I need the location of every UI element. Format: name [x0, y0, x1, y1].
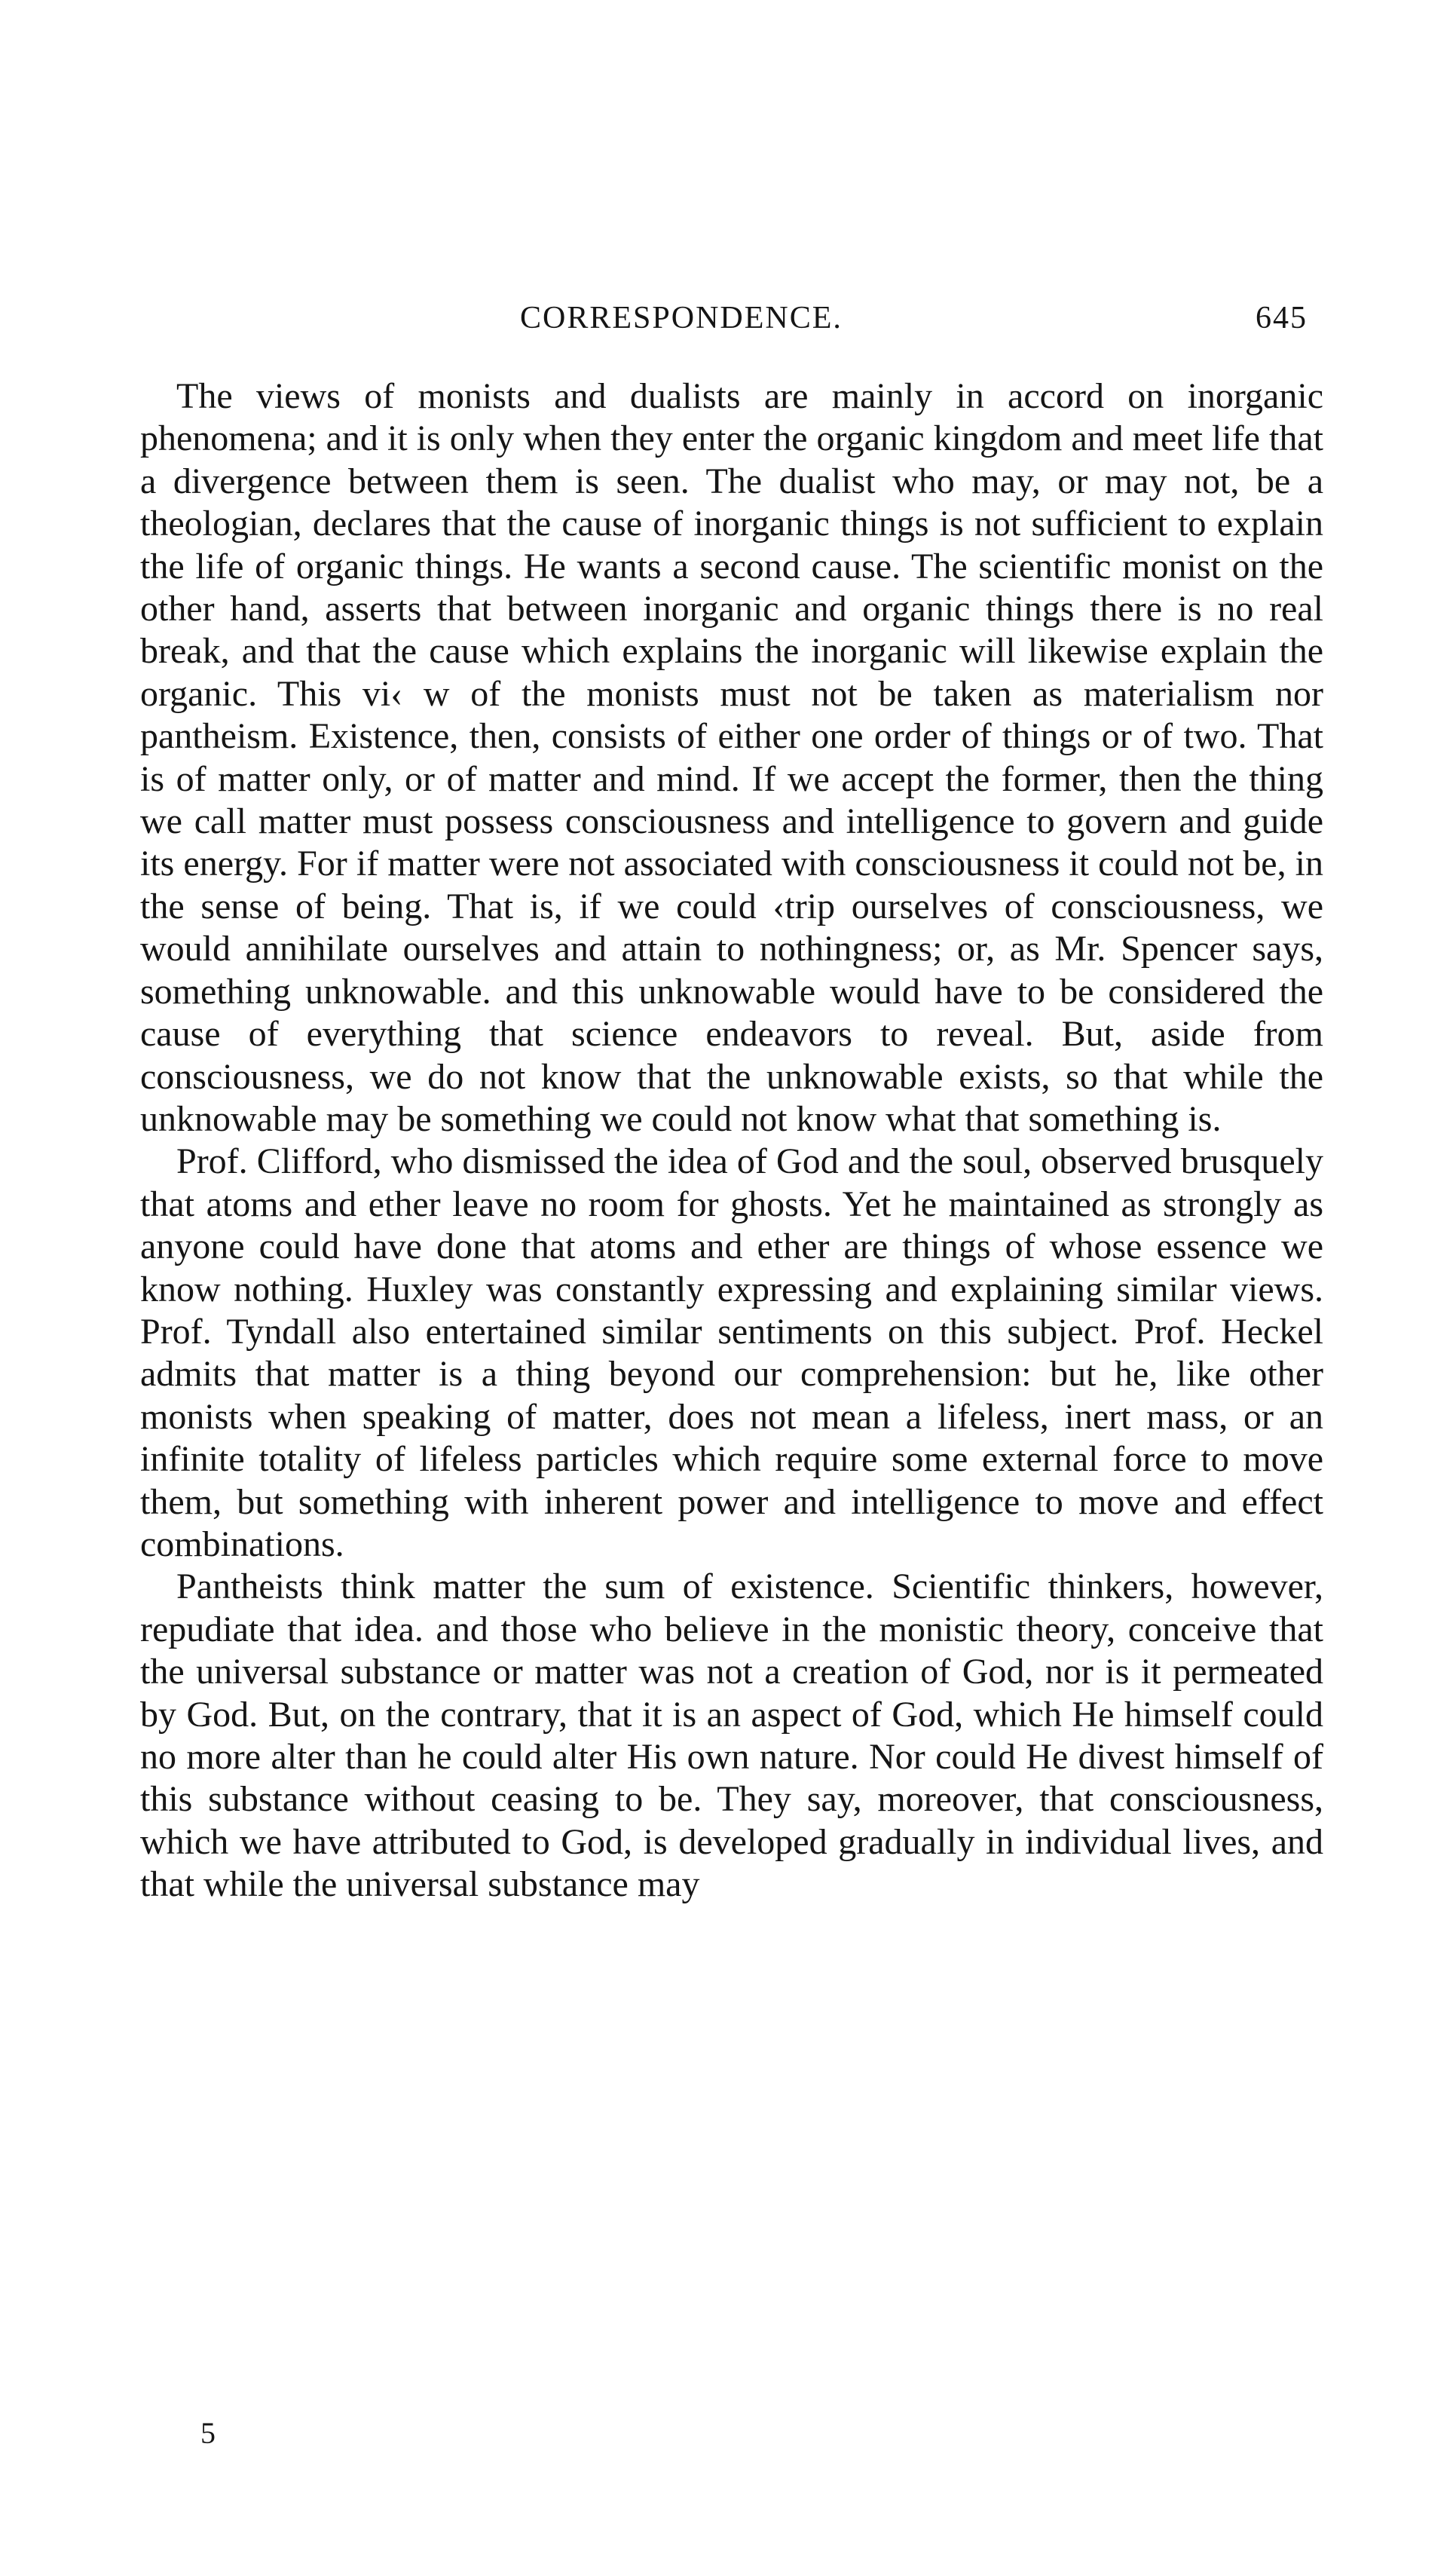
signature-mark: 5	[200, 2416, 216, 2450]
page-number: 645	[1256, 301, 1308, 335]
paragraph-pantheists: Pantheists think matter the sum of existence. Scientific thinkers, however, repudiate that idea. and those who believe in the monistic theory, conceive that the universal substance or matter was not a creation of God, nor is it permeated by God. But, on the contrary, that it is an aspect of God, which He himself could no more alter than he could alter His own nature. Nor could He divest himself of this substance without ceasing to be. They say, moreover, that consciousness, which we have attributed to God, is developed gradually in individual lives, and that while the universal substance may	[140, 1566, 1323, 1905]
body-text	[140, 375, 1323, 2426]
running-head	[520, 296, 1308, 341]
paragraph-clifford: Prof. Clifford, who dismissed the idea of God and the soul, observed brusquely that atoms and ether leave no room for ghosts. Yet he maintained as strongly as anyone could have done that atoms and ether are things of whose essence we know nothing. Huxley was constantly expressing and explaining similar views. Prof. Tyndall also entertained similar sentiments on this subject. Prof. Heckel admits that matter is a thing beyond our comprehension: but he, like other monists when speaking of matter, does not mean a lifeless, inert mass, or an infinite totality of lifeless particles which require some external force to move them, but something with inherent power and intelligence to move and effect combinations.	[140, 1141, 1323, 1564]
paragraph-monists-dualists: The views of monists and dualists are mainly in accord on inorganic phenomena; and it is only when they enter the organic kingdom and meet life that a divergence between them is seen. The dualist who may, or may not, be a theologian, declares that the cause of inorganic things is not sufficient to explain the life of organic things. He wants a second cause. The scientific monist on the other hand, asserts that between inorganic and organic things there is no real break, and that the cause which explains the inorganic will likewise explain the organic. This vi‹ w of the monists must not be taken as materialism nor pantheism. Existence, then, consists of either one order of things or of two. That is of matter only, or of matter and mind. If we accept the former, then the thing we call matter must possess consciousness and intelligence to govern and guide its energy. For if matter were not associated with consciousness it could not be, in the sense of being. That is, if we could ‹trip ourselves of consciousness, we would annihilate ourselves and attain to nothingness; or, as Mr. Spencer says, something unknowable. and this unknowable would have to be considered the cause of everything that science endeavors to reveal. But, aside from consciousness, we do not know that the unknowable exists, so that while the unknowable may be something we could not know what that something is.	[140, 376, 1323, 1139]
running-title: CORRESPONDENCE.	[520, 301, 843, 335]
